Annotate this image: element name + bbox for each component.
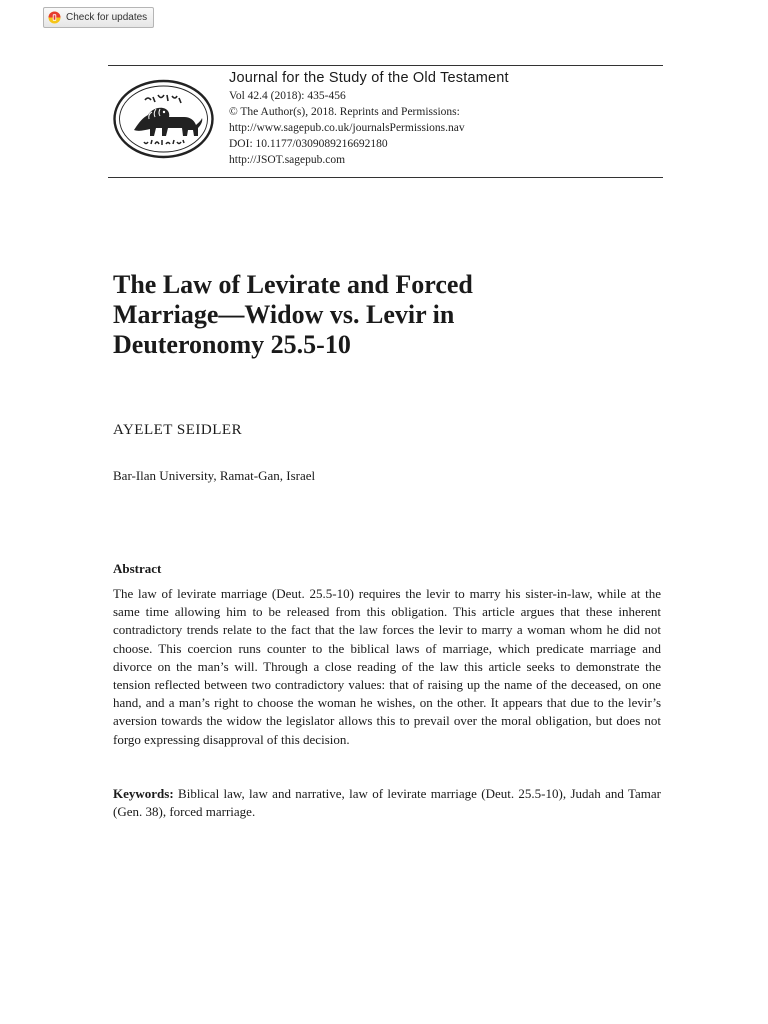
copyright-line: © The Author(s), 2018. Reprints and Permissions: — [229, 106, 460, 118]
check-for-updates-button[interactable] — [43, 7, 154, 28]
lion-seal-icon — [112, 78, 215, 160]
keywords-paragraph — [113, 785, 661, 821]
doi-line[interactable]: DOI: 10.1177/0309089216692180 — [229, 138, 388, 150]
author-affiliation: Bar-Ilan University, Ramat-Gan, Israel — [113, 468, 316, 483]
journal-name: Journal for the Study of the Old Testament — [229, 70, 509, 86]
crossmark-icon — [48, 11, 61, 24]
permissions-link[interactable]: http://www.sagepub.co.uk/journalsPermissions.nav — [229, 122, 465, 134]
journal-header — [229, 69, 661, 168]
abstract-body: The law of levirate marriage (Deut. 25.5-10) requires the levir to marry his sister-in-law, while at the same time allowing him to be released from this obligation. This article argues that these inherent contradictory trends relate to the fact that the law forces the levir to marry a woman whom he did not choose. This coercion runs counter to the biblical laws of marriage, which predicate marriage and divorce on the man’s will. Through a close reading of the law this article seeks to demonstrate the tension reflected between two contradictory values: that of raising up the name of the deceased, on one hand, and a man’s right to choose the woman he wishes, on the other. It appears that due to the levir’s aversion towards the widow the legislator allows this to prevail over the moral obligation, but does not forgo expressing disapproval of this decision. — [113, 586, 661, 747]
volume-info: Vol 42.4 (2018): 435-456 — [229, 90, 346, 102]
journal-link[interactable]: http://JSOT.sagepub.com — [229, 154, 346, 166]
header-bottom-rule — [108, 177, 663, 178]
abstract-heading: Abstract — [113, 561, 162, 576]
check-for-updates-label: Check for updates — [66, 12, 148, 23]
header-top-rule — [108, 65, 663, 66]
keywords-text: Biblical law, law and narrative, law of levirate marriage (Deut. 25.5-10), Judah and Tamar (Gen. 38), forced marriage. — [113, 786, 662, 820]
keywords-label: Keywords: — [113, 786, 174, 801]
author-name: AYELET SEIDLER — [113, 422, 243, 438]
article-title: The Law of Levirate and Forced Marriage—Widow vs. Levir in Deuteronomy 25.5-10 — [113, 270, 473, 359]
